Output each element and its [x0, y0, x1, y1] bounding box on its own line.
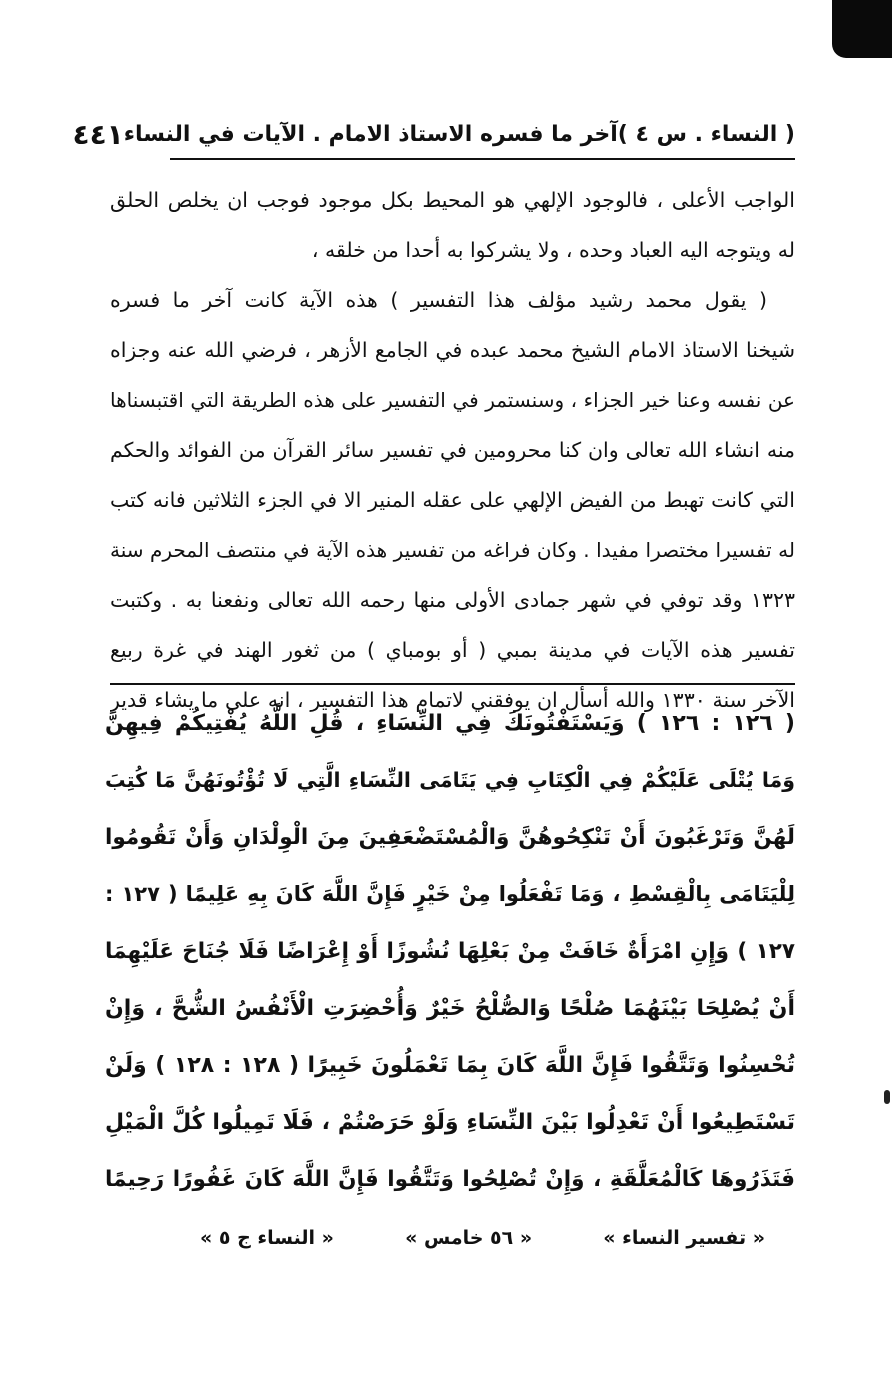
verse-line: ١٢٧ ) وَإِنِ امْرَأَةٌ خَافَتْ مِنْ بَعْلِهَا نُشُوزًا أَوْ إِعْرَاضًا فَلَا جُنَاحَ عَلَيْهِمَا [105, 939, 795, 964]
page-header [72, 112, 795, 156]
verse-line: لِلْيَتَامَى بِالْقِسْطِ ، وَمَا تَفْعَلُوا مِنْ خَيْرٍ فَإِنَّ اللَّهَ كَانَ بِهِ عَلِيمًا ( ١٢٧ : [105, 882, 795, 906]
commentary-text [110, 175, 795, 725]
prose-line: له تفسيرا مختصرا مفيدا . وكان فراغه من تفسير هذه الآية في منتصف المحرم سنة [110, 538, 795, 562]
scan-edge-mark [884, 1090, 890, 1104]
verse-line: لَهُنَّ وَتَرْغَبُونَ أَنْ تَنْكِحُوهُنَّ وَالْمُسْتَضْعَفِينَ مِنَ الْوِلْدَانِ وَأَنْ تَقُومُوا [105, 825, 795, 850]
verse-line: ( ١٢٦ : ١٢٦ ) وَيَسْتَفْتُونَكَ فِي النِّسَاءِ ، قُلِ اللَّهُ يُفْتِيكُمْ فِيهِنَّ [105, 711, 795, 736]
prose-line: ( يقول محمد رشيد مؤلف هذا التفسير ) هذه الآية كانت آخر ما فسره [110, 288, 767, 312]
prose-line: له ويتوجه اليه العباد وحده ، ولا يشركوا به أحدا من خلقه ، [311, 238, 795, 262]
prose-line: شيخنا الاستاذ الامام الشيخ محمد عبده في الجامع الأزهر ، فرضي الله عنه وجزاه [110, 338, 795, 362]
quran-verses [105, 695, 795, 1208]
footer-part: « النساء ج ٥ » [200, 1227, 334, 1249]
section-rule [110, 683, 795, 685]
prose-line: عن نفسه وعنا خير الجزاء ، وسنستمر في التفسير على هذه الطريقة التي اقتبسناها [110, 388, 795, 412]
prose-line: ١٣٢٣ وقد توفي في شهر جمادى الأولى منها رحمه الله تعالى ونفعنا به . وكتبت [110, 588, 795, 612]
verse-line: تَسْتَطِيعُوا أَنْ تَعْدِلُوا بَيْنَ النِّسَاءِ وَلَوْ حَرَصْتُمْ ، فَلَا تَمِيلُوا كُلَّ الْمَيْلِ [105, 1110, 795, 1135]
header-rule [170, 158, 795, 160]
page-number: ٤٤١ [72, 117, 124, 151]
verse-line: وَمَا يُتْلَى عَلَيْكُمْ فِي الْكِتَابِ فِي يَتَامَى النِّسَاءِ الَّتِي لَا تُؤْتُونَهُنَّ مَا كُتِبَ [105, 768, 795, 792]
footer-book: « تفسير النساء » [603, 1227, 765, 1249]
page-footer [200, 1218, 765, 1258]
prose-line: منه انشاء الله تعالى وان كنا محرومين في تفسير سائر القرآن من الفوائد والحكم [110, 438, 795, 462]
scan-corner-mark [832, 0, 892, 58]
footer-section: « ٥٦ خامس » [405, 1227, 533, 1249]
prose-line: الآخر سنة ١٣٣٠ والله أسأل ان يوفقني لاتمام هذا التفسير ، انه على ما يشاء قدير [110, 688, 795, 712]
header-surah-ref: ( النساء . س ٤ ) [617, 121, 795, 147]
prose-line: التي كانت تهبط من الفيض الإلهي على عقله المنير الا في الجزء الثلاثين فانه كتب [110, 488, 795, 512]
prose-line: الواجب الأعلى ، فالوجود الإلهي هو المحيط بكل موجود فوجب ان يخلص الحلق [110, 188, 795, 212]
header-running-title: آخر ما فسره الاستاذ الامام . الآيات في النساء [123, 121, 618, 147]
prose-line: تفسير هذه الآيات في مدينة بمبي ( أو بومباي ) من ثغور الهند في غرة ربيع [110, 638, 795, 662]
verse-line: فَتَذَرُوهَا كَالْمُعَلَّقَةِ ، وَإِنْ تُصْلِحُوا وَتَتَّقُوا فَإِنَّ اللَّهَ كَانَ غَفُورًا رَحِيمًا [105, 1167, 795, 1192]
verse-line: أَنْ يُصْلِحَا بَيْنَهُمَا صُلْحًا وَالصُّلْحُ خَيْرٌ وَأُحْضِرَتِ الْأَنْفُسُ الشُّحَّ ، وَإِنْ [105, 996, 795, 1021]
verse-line: تُحْسِنُوا وَتَتَّقُوا فَإِنَّ اللَّهَ كَانَ بِمَا تَعْمَلُونَ خَبِيرًا ( ١٢٨ : ١٢٨ ) وَلَنْ [105, 1053, 795, 1078]
